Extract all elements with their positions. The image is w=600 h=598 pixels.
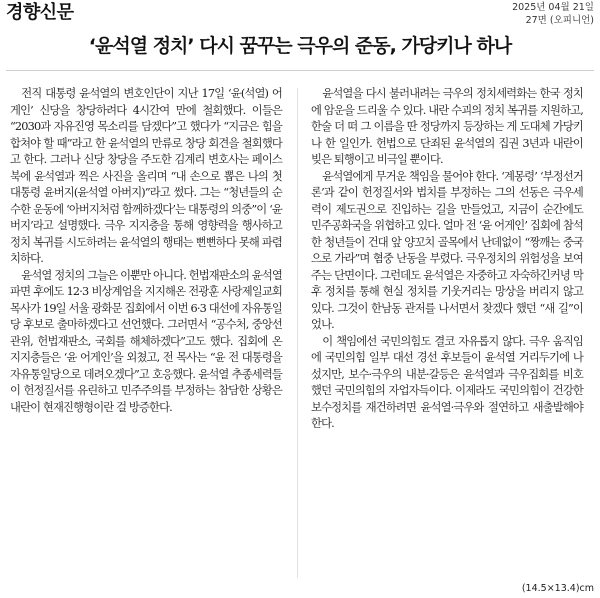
paragraph: 이 책임에선 국민의힘도 결코 자유롭지 않다. 극우 움직임에 국민의힘 일부 대선 경선 후보들이 윤석열 거리두기에 나섰지만, 보수·극우의 내분·갈등은 윤석열과 극우집회를 비호했던 국민의힘의 자업자득이다. 이제라도 국민의힘이 건강한 보수정치를 재건하려면 윤석열·극우와 절연하고 새출발해야 한다. (311, 334, 583, 430)
headline-divider (6, 70, 594, 71)
column-divider (297, 88, 298, 578)
article-column-right (311, 86, 583, 433)
page-section: 27면 (오피니언) (525, 14, 594, 26)
paragraph: 전직 대통령 윤석열의 변호인단이 지난 17일 ‘윤(석열) 어게인’ 신당을 창당하려다 4시간여 만에 철회했다. 이들은 “2030과 자유진영 목소리를 담겠다”고 했다가 “지금은 힘을 합쳐야 할 때”라고 한 윤석열의 만류로 창당 회견을 철회했다고 한다. 그러나 신당 창당을 주도한 김계리 변호사는 페이스북에 윤석열과 찍은 사진을 올리며 “내 손으로 뽑은 나의 첫 대통령 윤버지(윤석열 아버지)”라고 썼다. 그는 “청년들의 순수한 운동에 ‘아버지처럼 함께하겠다’는 대통령의 의중”이 ‘윤버지’라고 설명했다. 극우 지지층을 통해 영향력을 행사하고 정치 복귀를 시도하려는 윤석열의 행태는 뻔뻔하다 못해 파렴치하다. (10, 87, 282, 265)
article-headline: ‘윤석열 정치’ 다시 꿈꾸는 극우의 준동, 가당키나 하나 (88, 35, 512, 57)
masthead (6, 2, 594, 32)
issue-date: 2025년 04월 21일 (512, 2, 594, 13)
issue-meta (512, 2, 594, 27)
paragraph: 윤석열에게 무거운 책임을 물어야 한다. ‘계몽령’ ‘부정선거론’과 같이 헌정질서와 법치를 부정하는 그의 선동은 극우세력이 제도권으로 진입하는 길을 만들었고, 지금이 순간에도 민주공화국을 위협하고 있다. 얼마 전 ‘윤 어게인’ 집회에 참석한 청년들이 건대 앞 양꼬치 골목에서 난데없이 “짱깨는 중국으로 가라”며 혐중 난동을 부렸다. 극우정치의 위험성을 보여주는 단면이다. 그런데도 윤석열은 자중하고 자숙하긴커녕 막후 정치를 통해 현실 정치를 기웃거리는 망상을 버리지 않고 있다. 그것이 한남동 관저를 나서면서 찾겠다 했던 “새 길”이었나. (311, 169, 583, 331)
article-column-left (10, 86, 282, 416)
clipping-size: (14.5×13.4)cm (521, 583, 594, 594)
newspaper-logo: 경향신문 (6, 2, 74, 23)
paragraph: 윤석열을 다시 불러내려는 극우의 정치세력화는 한국 정치에 암운을 드리울 수 있다. 내란 수괴의 정치 복귀를 지원하고, 한술 더 떠 그 이름을 딴 정당까지 등장하는 게 도대체 가당키나 한 일인가. 헌법으로 단죄된 윤석열의 집권 3년과 내란이 빚은 퇴행이고 비극일 뿐이다. (311, 87, 583, 166)
paragraph: 윤석열 정치의 그늘은 이뿐만 아니다. 헌법재판소의 윤석열 파면 후에도 12·3 비상계엄을 지지해온 전광훈 사랑제일교회 목사가 19일 서울 광화문 집회에서 이번 6·3 대선에 자유통일당 후보로 출마하겠다고 선언했다. 그러면서 “공수처, 중앙선관위, 헌법재판소, 국회를 해체하겠다”고도 했다. 집회에 온 지지층들은 ‘윤 어게인’을 외쳤고, 전 목사는 “윤 전 대통령을 자유통일당으로 데려오겠다”고 호응했다. 윤석열 추종세력들이 헌정질서를 유린하고 민주주의를 부정하는 참담한 상황은 내란이 현재진행형이란 걸 방증한다. (10, 268, 282, 414)
